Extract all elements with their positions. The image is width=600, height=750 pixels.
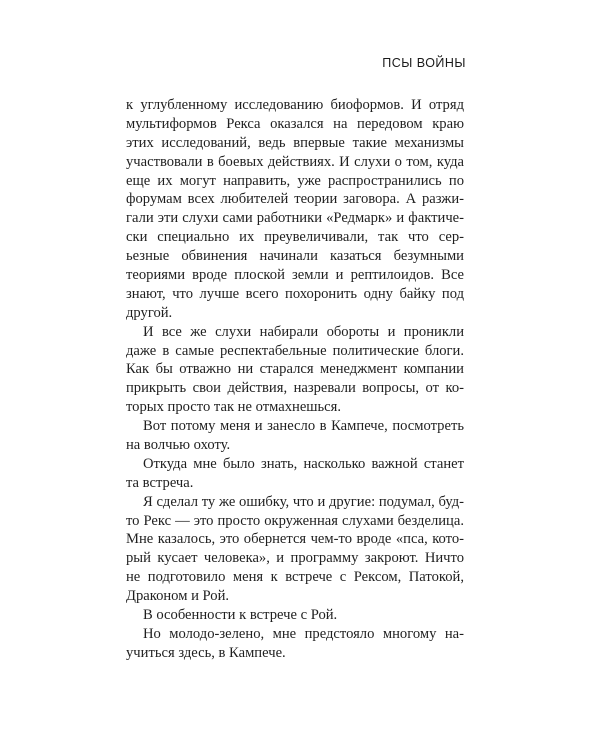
text-line: на волчью охоту. [126, 437, 231, 454]
text-line: Вот потому меня и занесло в Кампече, посмотреть [143, 418, 464, 435]
text-line: Я сделал ту же ошибку, что и другие: подумал, буд- [143, 493, 464, 510]
text-line: участвовали в боевых действиях. И слухи о том, куда [126, 153, 464, 170]
text-line: рый кусает человека», и программу закроют. Ничто [126, 550, 464, 567]
text-line: прикрыть свои действия, назревали вопросы, от ко- [126, 380, 464, 397]
text-line: ски специально их преувеличивали, так что сер- [126, 229, 464, 246]
text-line: гали эти слухи сами работники «Редмарк» и фактиче- [126, 210, 464, 227]
text-line: теориями вроде плоской земли и рептилоидов. Все [126, 267, 464, 284]
text-line: торых просто так не отмахнешься. [126, 399, 342, 416]
text-line: ьезные обвинения начинали казаться безумными [126, 248, 464, 265]
text-line: этих исследований, ведь впервые такие механизмы [126, 134, 464, 151]
text-line: та встреча. [126, 474, 194, 491]
text-line: другой. [126, 304, 173, 321]
text-line: И все же слухи набирали обороты и проникли [143, 323, 464, 340]
page-body-text [126, 96, 464, 663]
text-line: Откуда мне было знать, насколько важной станет [143, 455, 464, 472]
text-line: знают, что лучше всего похоронить одну байку под [126, 285, 464, 302]
text-line: то Рекс — это просто окруженная слухами безделица. [126, 512, 464, 529]
text-line: Но молодо-зелено, мне предстояло многому на- [143, 625, 464, 642]
running-head-title: ПСЫ ВОЙНЫ [382, 56, 466, 70]
text-line: форумам всех любителей теории заговора. А разжи- [126, 191, 464, 208]
text-line: не подготовило меня к встрече с Рексом, Патокой, [126, 569, 464, 586]
text-line: Мне казалось, это обернется чем-то вроде «пса, кото- [126, 531, 464, 548]
text-line: Как бы отважно ни старался менеджмент компании [126, 361, 464, 378]
text-line: Драконом и Рой. [126, 588, 230, 605]
text-line: учиться здесь, в Кампече. [126, 644, 286, 661]
text-line: В особенности к встрече с Рой. [143, 607, 338, 624]
text-line: мультиформов Рекса оказался на передовом краю [126, 115, 464, 132]
text-line: еще их могут направить, уже распространились по [126, 172, 464, 189]
text-line: к углубленному исследованию биоформов. И отряд [126, 97, 464, 113]
text-line: даже в самые респектабельные политические блоги. [126, 342, 464, 359]
